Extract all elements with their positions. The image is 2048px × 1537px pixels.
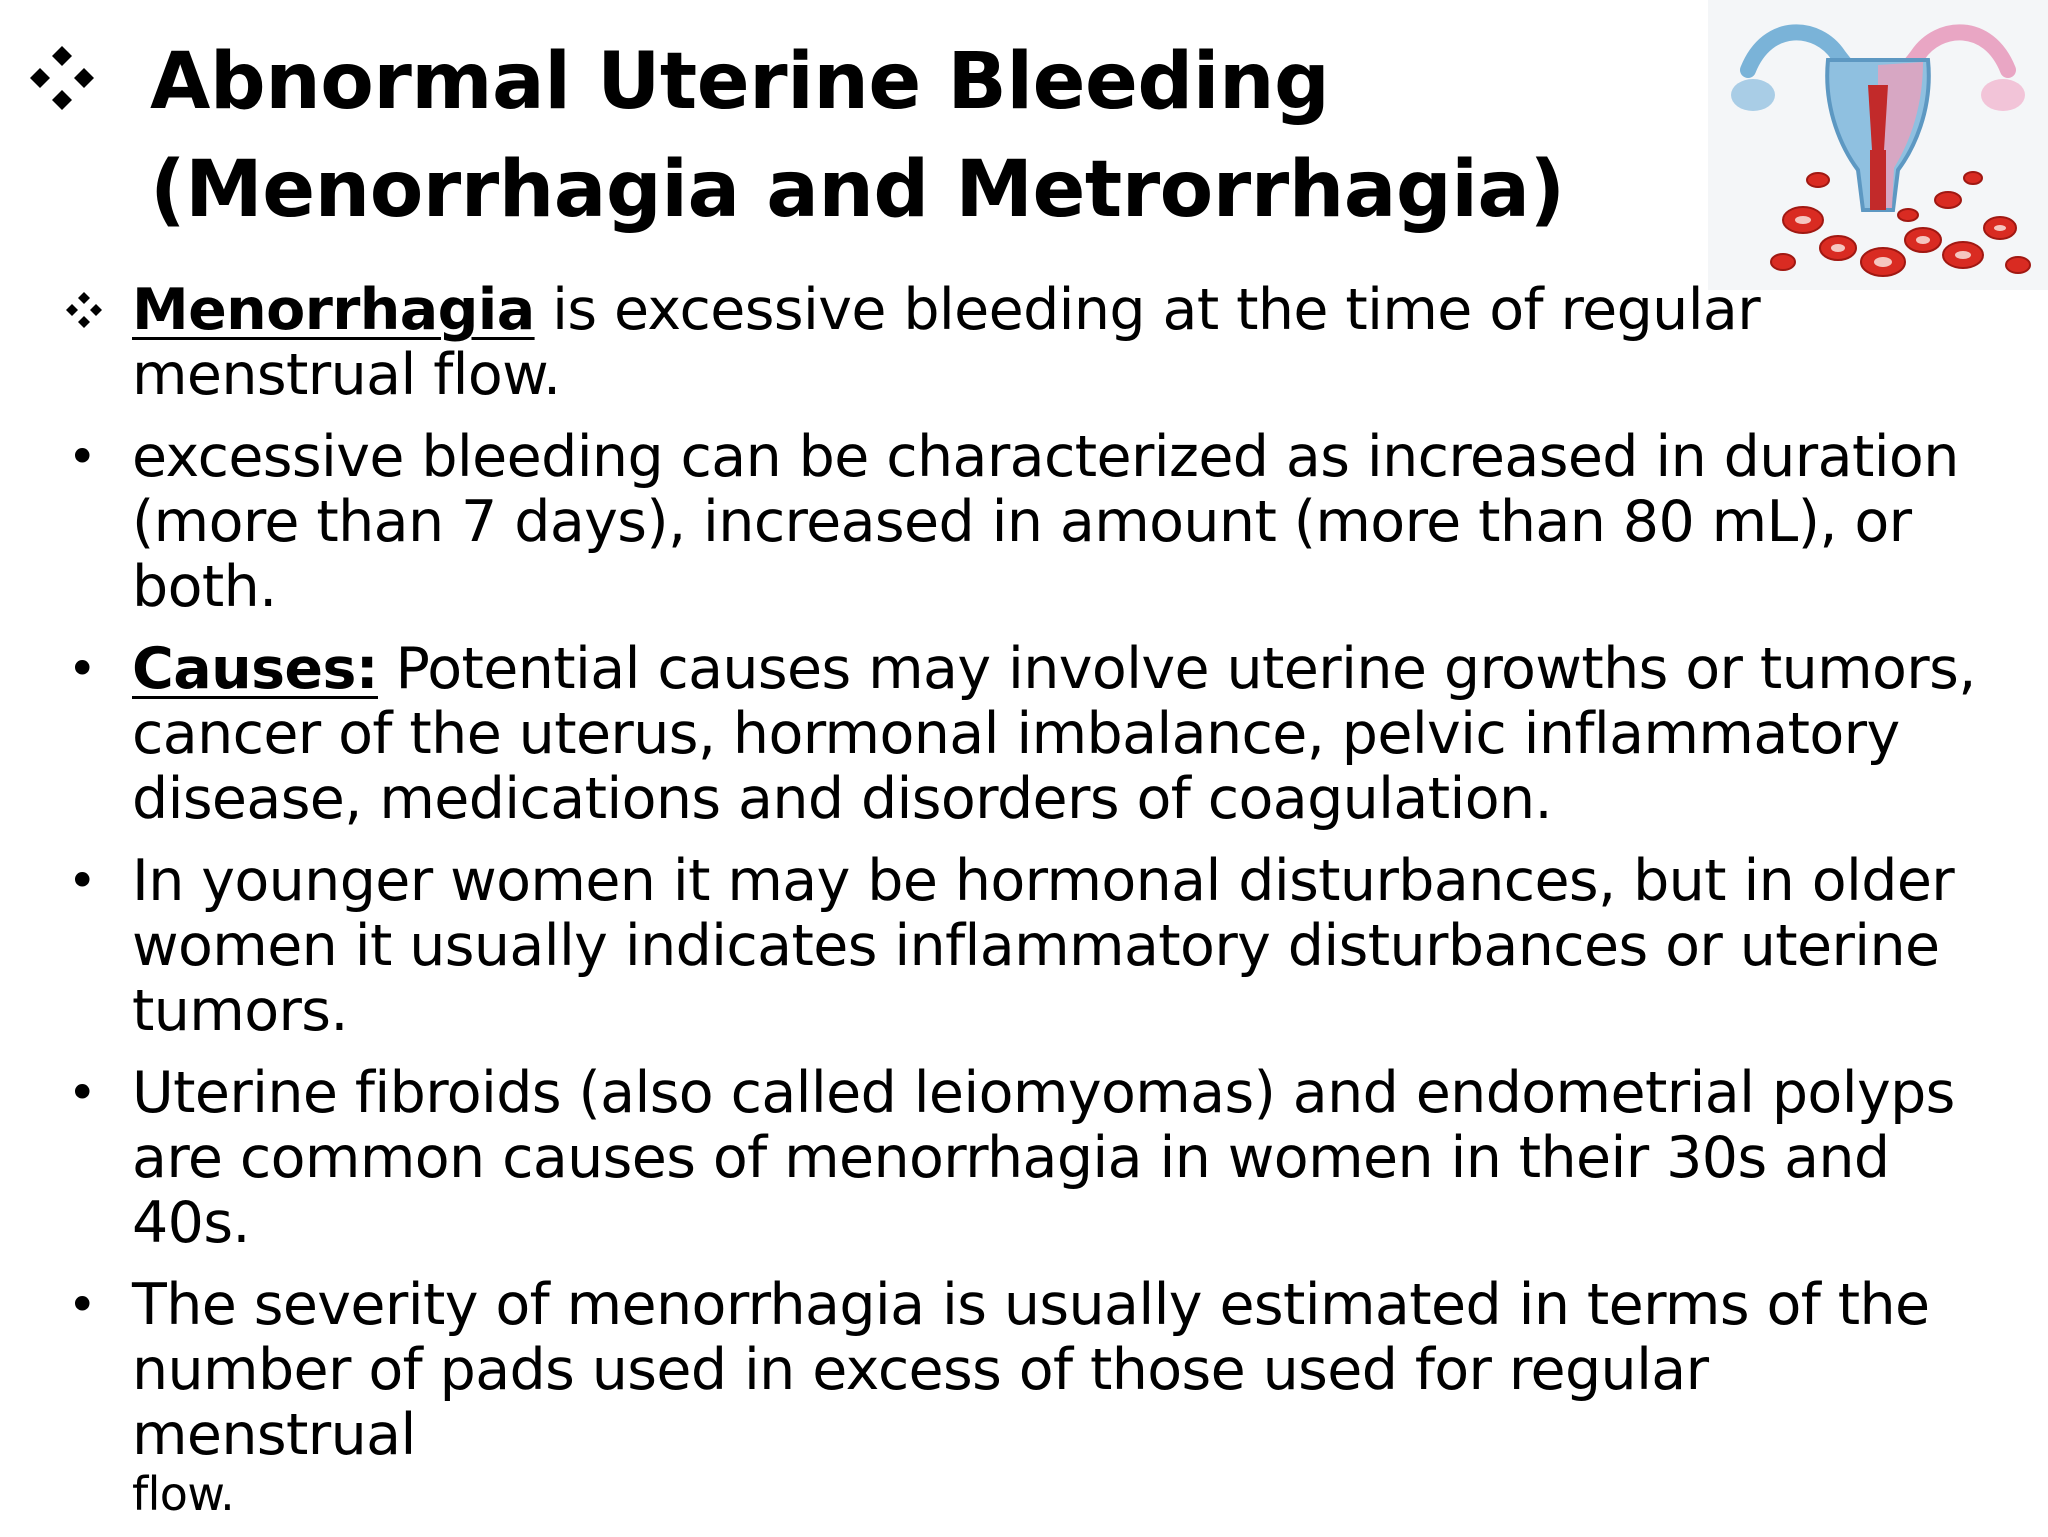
list-item <box>0 849 2048 1044</box>
four-diamond-bullet-icon <box>64 290 104 330</box>
bullet-dot: • <box>67 640 97 698</box>
list-item <box>0 425 2048 620</box>
item-text: In younger women it may be hormonal disturbances, but in older women it usually indicates inflammatory disturbances or uterine tumors. <box>132 848 1955 1044</box>
bullet-dot: • <box>67 852 97 910</box>
list-item <box>0 1273 2048 1520</box>
page-title <box>150 28 1650 244</box>
keyword-causes: Causes: <box>132 636 378 702</box>
bullet-list <box>0 278 2048 1537</box>
list-item <box>0 637 2048 832</box>
item-text: is excessive bleeding at the time of regular menstrual flow. <box>132 277 1761 408</box>
item-text: excessive bleeding can be characterized as increased in duration (more than 7 days), increased in amount (more than 80 mL), or both. <box>132 424 1959 620</box>
item-text: The severity of menorrhagia is usually estimated in terms of the number of pads used in excess of those used for regular menstrual <box>132 1272 1930 1468</box>
keyword-menorrhagia: Menorrhagia <box>132 277 535 343</box>
title-line-1: Abnormal Uterine Bleeding <box>150 37 1330 127</box>
title-line-2: (Menorrhagia and Metrorrhagia) <box>150 145 1565 235</box>
uterus-blood-cells-illustration <box>1708 0 2048 290</box>
item-text-tail: flow. <box>132 1467 235 1521</box>
list-item <box>0 278 2048 408</box>
bullet-dot: • <box>67 428 97 486</box>
list-item <box>0 1061 2048 1256</box>
bullet-dot: • <box>67 1064 97 1122</box>
bullet-dot: • <box>67 1276 97 1334</box>
item-text: Potential causes may involve uterine growths or tumors, cancer of the uterus, hormonal imbalance, pelvic inflammatory disease, medications and disorders of coagulation. <box>132 636 1976 832</box>
item-text: Uterine fibroids (also called leiomyomas) and endometrial polyps are common causes of menorrhagia in women in their 30s and 40s. <box>132 1060 1955 1256</box>
four-diamond-bullet-icon <box>26 42 98 114</box>
